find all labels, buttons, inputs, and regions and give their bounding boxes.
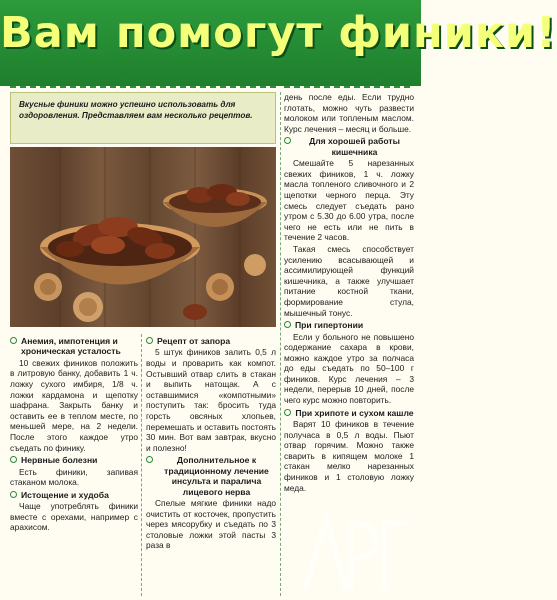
- column-divider: [141, 334, 142, 596]
- section-text: Есть финики, запивая стаканом молока.: [10, 466, 138, 488]
- section-text: Варят 10 фиников в течение получаса в 0,5 л воды. Пьют отвар горячим. Можно также сварить в кипящем молоке 1 стакан мелко нарезанных фиников и 1 столовую ложку меда.: [284, 419, 414, 493]
- circle-bullet-icon: [284, 137, 291, 144]
- dashed-divider: [284, 86, 414, 88]
- circle-bullet-icon: [284, 321, 291, 328]
- section-text: 10 свежих фиников положить в литровую банку, добавить 1 ч. ложку сухого имбиря, 1/8 ч. ложки кардамона и щепотку шафрана. Закрыть банку и оставить ее в теплом месте, по меньшей мере, на 2 недели. После этого каждое утро съедать по финику.: [10, 357, 138, 453]
- column-divider: [280, 92, 281, 596]
- dashed-divider: [10, 86, 276, 88]
- column-1: [10, 334, 138, 534]
- section-heading: Рецепт от запора: [146, 336, 276, 346]
- section-heading: При гипертонии: [284, 320, 414, 330]
- watermark-logo: [296, 498, 416, 598]
- title-banner: [0, 0, 557, 86]
- circle-bullet-icon: [10, 456, 17, 463]
- circle-bullet-icon: [284, 409, 291, 416]
- section-text: Смешайте 5 нарезанных свежих фиников, 1 ч. ложку масла топленого сливочного и 2 щепотки черного перца. Эту смесь следует съедать рано утром с 5.30 до 6.00 утра, после чего не есть или не пить в течение 2 часов.: [284, 158, 414, 243]
- section-text: Чаще употреблять финики вместе с орехами, например с арахисом.: [10, 501, 138, 533]
- section-heading: Анемия, импотенция и хроническая усталость: [10, 336, 138, 357]
- section-heading: Дополнительное к традиционному лечение инсульта и паралича лицевого нерва: [146, 455, 276, 497]
- section-text: 5 штук фиников залить 0,5 л воды и проварить как компот. Остывший отвар слить в стакан и выпить натощак. А с оставшимися «компотными» поступить так: бросить туда горсть овсяных хлопьев, перемешать и оставить постоять 30 мин. Вот вам завтрак, вкусно и полезно!: [146, 347, 276, 453]
- column-3: [284, 92, 414, 494]
- page-title: Вам помогут финики!: [0, 8, 557, 58]
- circle-bullet-icon: [10, 491, 17, 498]
- section-text: день после еды. Если трудно глотать, можно чуть развести молоком или топленым маслом. Курс лечения – месяц и больше.: [284, 92, 414, 134]
- section-heading: При хрипоте и сухом кашле: [284, 408, 414, 418]
- section-heading: Для хорошей работы кишечника: [284, 136, 414, 157]
- circle-bullet-icon: [146, 456, 153, 463]
- section-heading: Истощение и худоба: [10, 490, 138, 500]
- dates-photo: [10, 147, 276, 327]
- section-text: Если у больного не повышено содержание сахара в крови, можно каждое утро за полчаса до еды съедать по 50–100 г фиников. Курс лечения – 3 недели, перерыв 10 дней, после чего курс можно повторить.: [284, 331, 414, 406]
- intro-box: Вкусные финики можно успешно использовать для оздоровления. Представляем вам несколько рецептов.: [10, 92, 276, 144]
- section-text: Спелые мягкие финики надо очистить от косточек, пропустить через мясорубку и съедать по 3 столовые ложки этой пасты 3 раза в: [146, 497, 276, 551]
- section-text: Такая смесь способствует усилению всасывающей и ассимилирующей функций кишечника, а также улучшает питание костной ткани, формирование стула, мышечный тонус.: [284, 243, 414, 318]
- column-2: [146, 334, 276, 552]
- circle-bullet-icon: [146, 337, 153, 344]
- circle-bullet-icon: [10, 337, 17, 344]
- section-heading: Нервные болезни: [10, 455, 138, 465]
